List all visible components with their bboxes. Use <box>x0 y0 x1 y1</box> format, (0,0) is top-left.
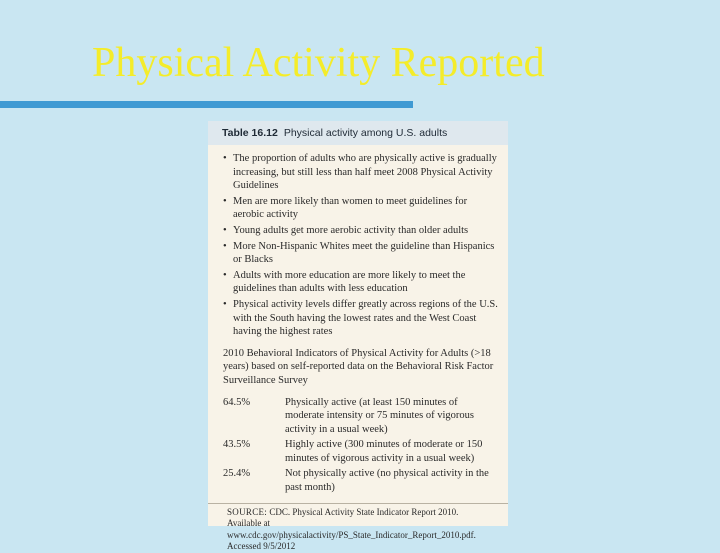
list-item <box>223 240 498 267</box>
list-item <box>223 269 498 296</box>
list-item <box>223 224 498 238</box>
indicator-row <box>223 438 498 465</box>
table-image <box>208 121 508 552</box>
bullet-text: The proportion of adults who are physically active is gradually increasing, but still less than half meet 2008 Physical Activity Guidelines <box>233 153 497 192</box>
bullet-icon: • <box>223 298 227 310</box>
table-body <box>208 145 508 553</box>
bullet-text: Men are more likely than women to meet guidelines for aerobic activity <box>233 195 468 221</box>
list-item <box>223 152 498 193</box>
bullet-text: Adults with more education are more likely to meet the guidelines than adults with less education <box>233 269 466 295</box>
source-text: CDC. Physical Activity State Indicator Report 2010. Available at www.cdc.gov/physicalactivity/PS_State_Indicator_Report_2010.pdf. Accessed 9/5/2012 <box>227 506 476 552</box>
indicators-heading: 2010 Behavioral Indicators of Physical Activity for Adults (>18 years) based on self-reported data on the Behavioral Risk Factor Surveillance Survey <box>223 347 494 386</box>
bullet-text: More Non-Hispanic Whites meet the guideline than Hispanics or Blacks <box>233 240 495 266</box>
bullet-icon: • <box>223 153 227 164</box>
table-header <box>208 121 508 145</box>
bullet-text: Physical activity levels differ greatly across regions of the U.S. with the South having the lowest rates and the West Coast having the highest rates <box>233 298 498 338</box>
bullet-text: Young adults get more aerobic activity than older adults <box>233 224 469 236</box>
indicator-value: 25.4% <box>223 468 251 480</box>
bullet-icon: • <box>223 240 227 252</box>
list-item <box>223 195 498 222</box>
findings-list <box>223 152 498 339</box>
bullet-icon: • <box>223 269 227 281</box>
source-note <box>223 504 498 553</box>
source-label: SOURCE: <box>227 506 268 517</box>
indicators-list <box>223 396 498 495</box>
slide-title: Physical Activity Reported <box>92 40 545 86</box>
indicator-row <box>223 467 498 494</box>
bullet-icon: • <box>223 224 227 236</box>
indicator-description: Physically active (at least 150 minutes of moderate intensity or 75 minutes of vigorous activity in a usual week) <box>285 396 474 435</box>
table-number: Table 16.12 <box>222 127 278 139</box>
table-caption: Physical activity among U.S. adults <box>283 127 448 139</box>
bullet-icon: • <box>223 195 227 207</box>
indicator-value: 64.5% <box>223 396 251 408</box>
indicator-value: 43.5% <box>223 439 251 451</box>
indicator-row <box>223 396 498 437</box>
indicator-description: Highly active (300 minutes of moderate or 150 minutes of vigorous activity in a usual week) <box>285 439 483 464</box>
list-item <box>223 298 498 339</box>
indicator-description: Not physically active (no physical activity in the past month) <box>285 468 489 494</box>
title-underline <box>0 101 413 108</box>
